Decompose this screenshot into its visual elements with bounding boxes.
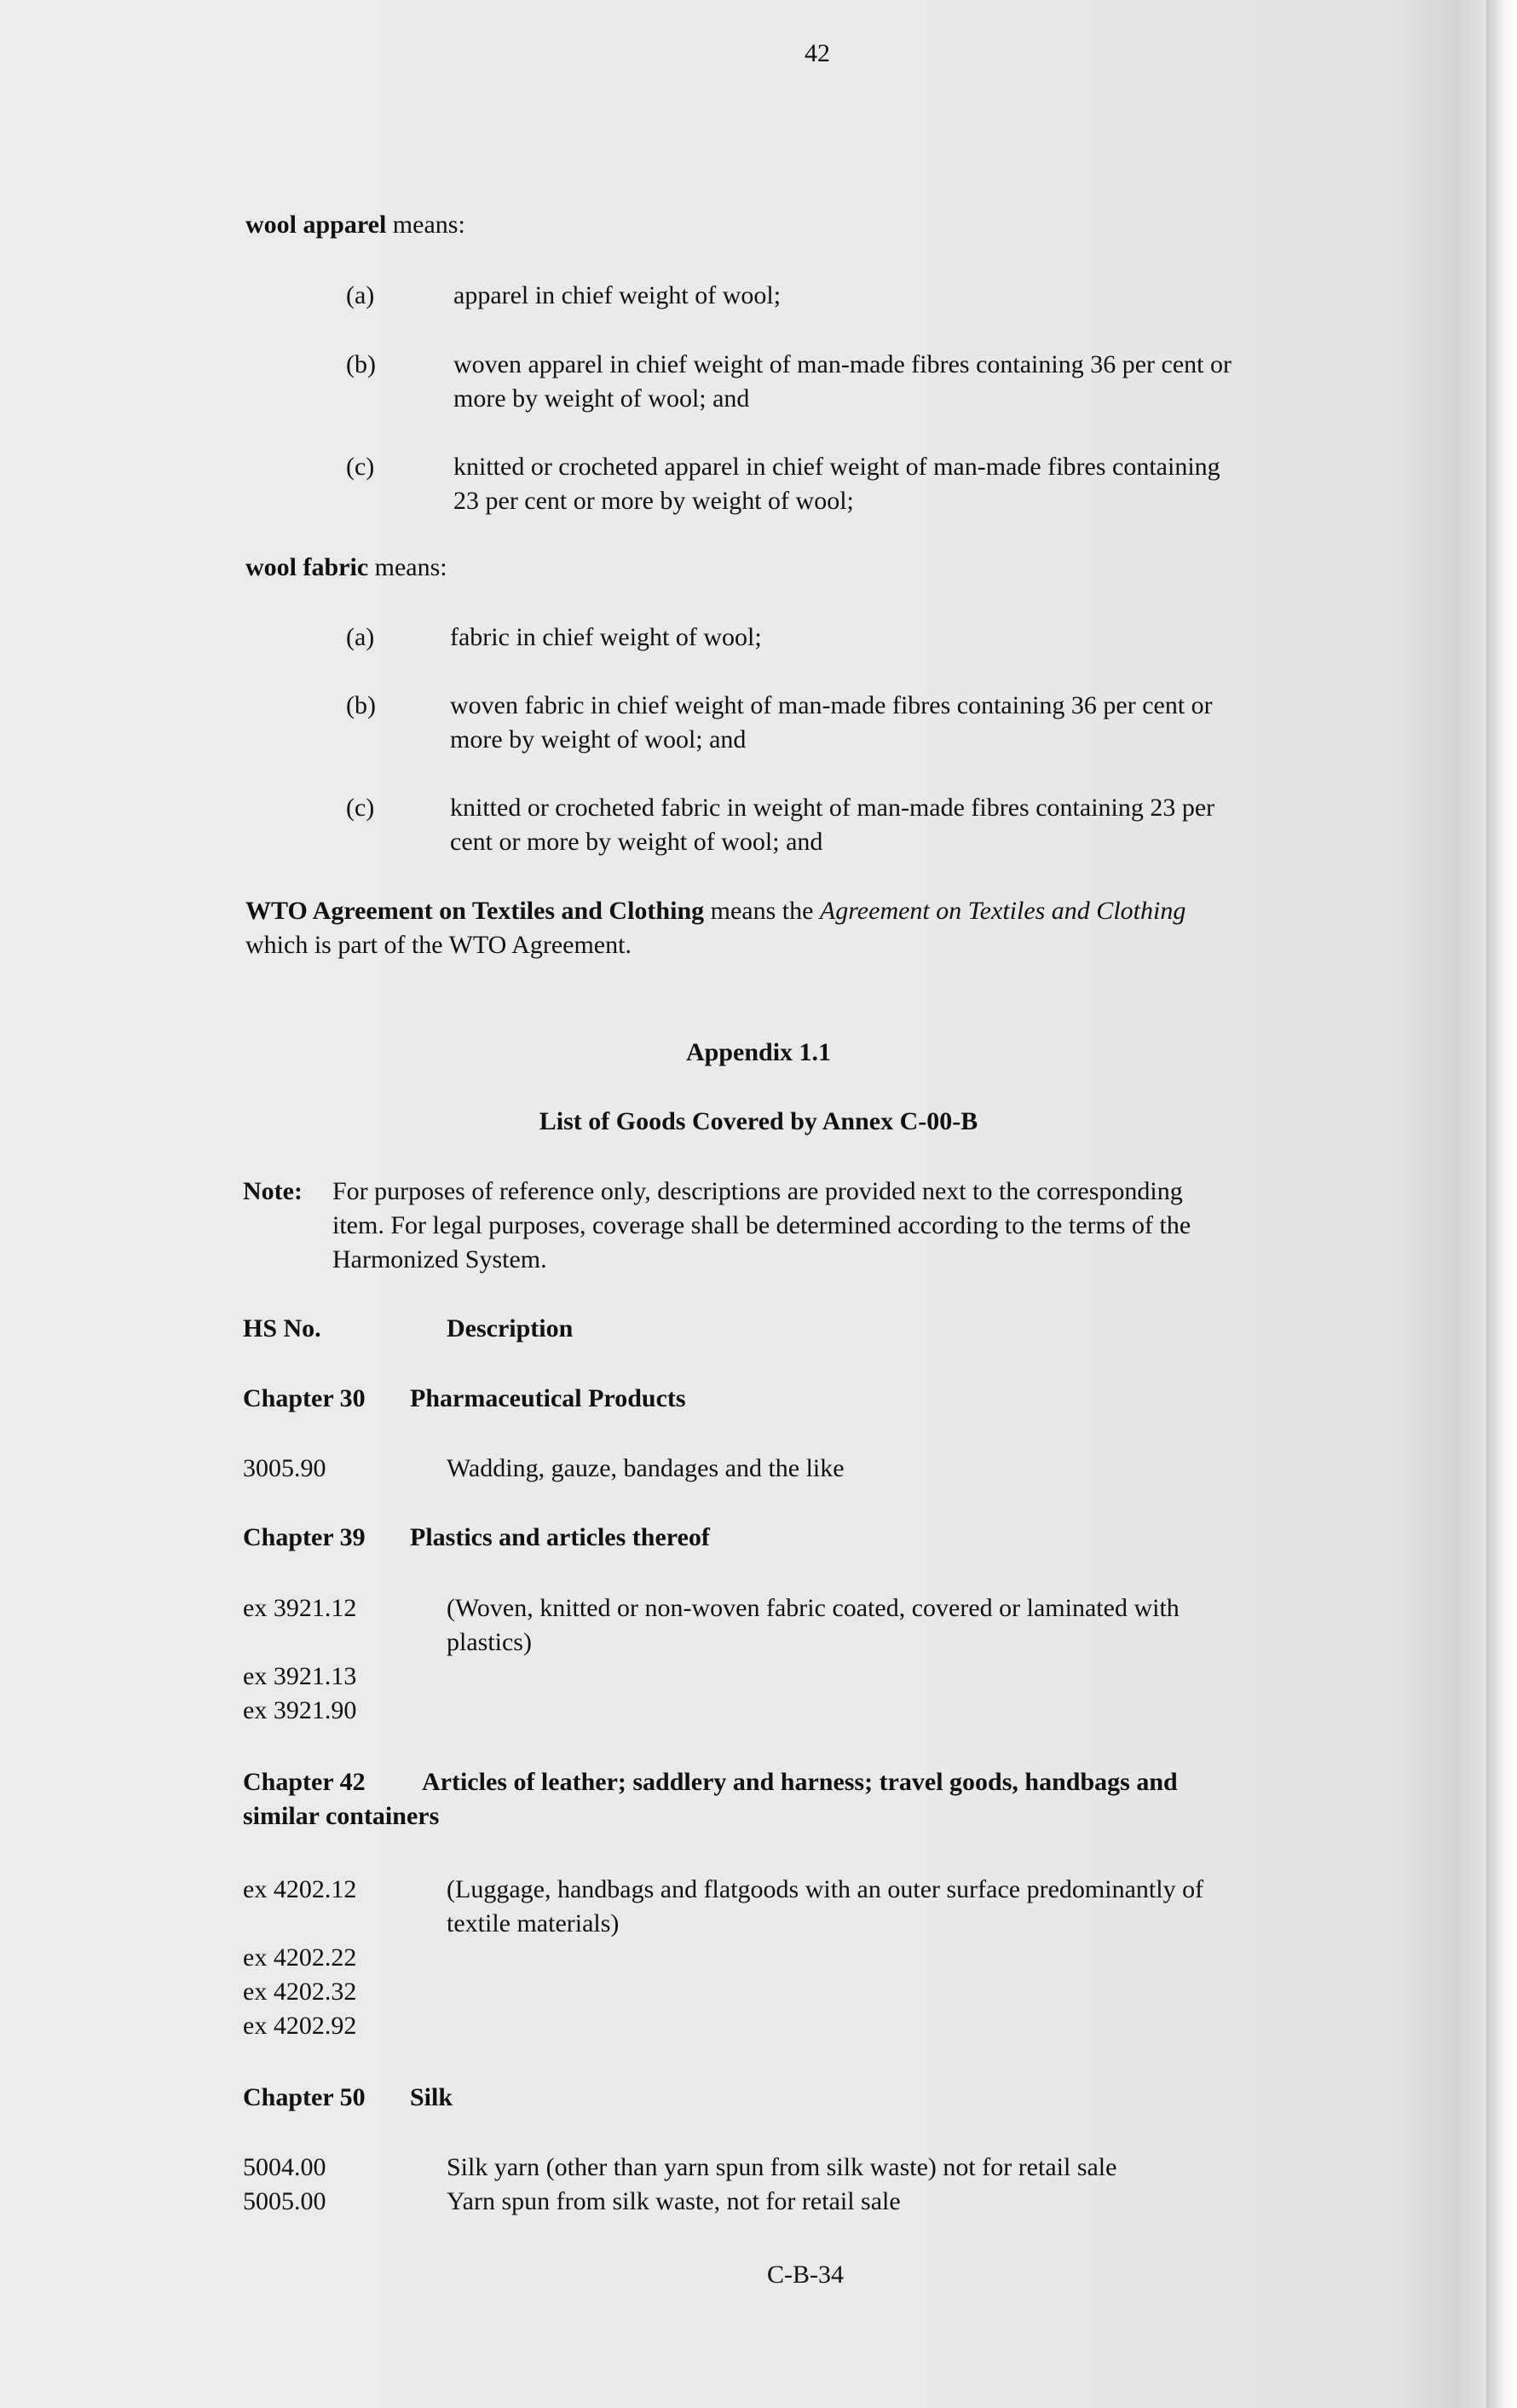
chapter-title: Pharmaceutical Products (410, 1384, 686, 1412)
item-text: apparel in chief weight of wool; (453, 281, 782, 309)
hs-code: ex 3921.12 (243, 1594, 357, 1622)
hs-code: ex 4202.22 (243, 1943, 357, 1972)
chapter-title: Plastics and articles thereof (410, 1523, 710, 1551)
chapter-title: Silk (410, 2083, 453, 2111)
means-text: means the (710, 897, 814, 925)
hs-description: Wadding, gauze, bandages and the like (447, 1454, 845, 1482)
description-header: Description (447, 1314, 574, 1343)
chapter-title: Articles of leather; saddlery and harness; travel goods, handbags and (422, 1768, 1178, 1796)
hs-code: ex 3921.13 (243, 1662, 357, 1690)
item-label: (c) (346, 794, 375, 822)
term-wool-apparel: wool apparel (245, 211, 387, 239)
item-text: fabric in chief weight of wool; (450, 623, 762, 651)
hs-description: textile materials) (447, 1909, 620, 1937)
hs-no-header: HS No. (243, 1314, 321, 1343)
chapter-label: Chapter 30 (243, 1384, 366, 1412)
item-text: knitted or crocheted fabric in weight of man-made fibres containing 23 per (450, 794, 1215, 822)
note-label: Note: (243, 1177, 303, 1205)
term-wool-fabric: wool fabric (245, 553, 369, 581)
agreement-title: Agreement on Textiles and Clothing (819, 897, 1186, 925)
item-label: (b) (346, 350, 376, 378)
item-text: more by weight of wool; and (453, 384, 750, 413)
page-footer: C-B-34 (767, 2261, 844, 2289)
means-text: means: (374, 553, 447, 581)
hs-description: (Woven, knitted or non-woven fabric coated, covered or laminated with (447, 1594, 1180, 1622)
item-text: knitted or crocheted apparel in chief weight of man-made fibres containing (453, 453, 1220, 481)
hs-description: (Luggage, handbags and flatgoods with an outer surface predominantly of (447, 1875, 1204, 1903)
definition-wool-apparel (245, 207, 465, 242)
hs-description: Silk yarn (other than yarn spun from silk waste) not for retail sale (447, 2153, 1117, 2181)
item-text: woven fabric in chief weight of man-made fibres containing 36 per cent or (450, 691, 1213, 719)
note-text: item. For legal purposes, coverage shall be determined according to the terms of the (332, 1211, 1191, 1239)
appendix-subheading: List of Goods Covered by Annex C-00-B (539, 1107, 978, 1135)
item-label: (c) (346, 453, 375, 481)
hs-description: plastics) (447, 1628, 532, 1656)
chapter-title-continued: similar containers (243, 1802, 440, 1830)
note-text: For purposes of reference only, descriptions are provided next to the corresponding (332, 1177, 1183, 1205)
hs-code: 3005.90 (243, 1454, 326, 1482)
appendix-heading: Appendix 1.1 (685, 1038, 832, 1066)
chapter-label: Chapter 39 (243, 1523, 366, 1551)
page-edge (1486, 0, 1517, 2408)
chapter-label: Chapter 50 (243, 2083, 366, 2111)
item-text: cent or more by weight of wool; and (450, 828, 823, 856)
item-text: more by weight of wool; and (450, 725, 747, 754)
item-label: (a) (346, 623, 375, 651)
chapter-label: Chapter 42 (243, 1768, 366, 1796)
item-label: (b) (346, 691, 376, 719)
item-text: 23 per cent or more by weight of wool; (453, 487, 854, 515)
hs-code: 5005.00 (243, 2187, 326, 2215)
hs-description: Yarn spun from silk waste, not for retail sale (447, 2187, 901, 2215)
term-wto: WTO Agreement on Textiles and Clothing (245, 897, 705, 925)
hs-code: ex 4202.32 (243, 1978, 357, 2006)
definition-wto (245, 893, 1185, 928)
item-label: (a) (346, 281, 375, 309)
definition-wool-fabric (245, 550, 447, 585)
hs-code: ex 3921.90 (243, 1696, 357, 1724)
page-number: 42 (805, 39, 830, 67)
hs-code: ex 4202.12 (243, 1875, 357, 1903)
definition-wto-line2: which is part of the WTO Agreement. (245, 931, 632, 959)
hs-code: 5004.00 (243, 2153, 326, 2181)
item-text: woven apparel in chief weight of man-made fibres containing 36 per cent or (453, 350, 1231, 378)
hs-code: ex 4202.92 (243, 2012, 357, 2040)
means-text: means: (392, 211, 465, 239)
note-text: Harmonized System. (332, 1245, 547, 1273)
